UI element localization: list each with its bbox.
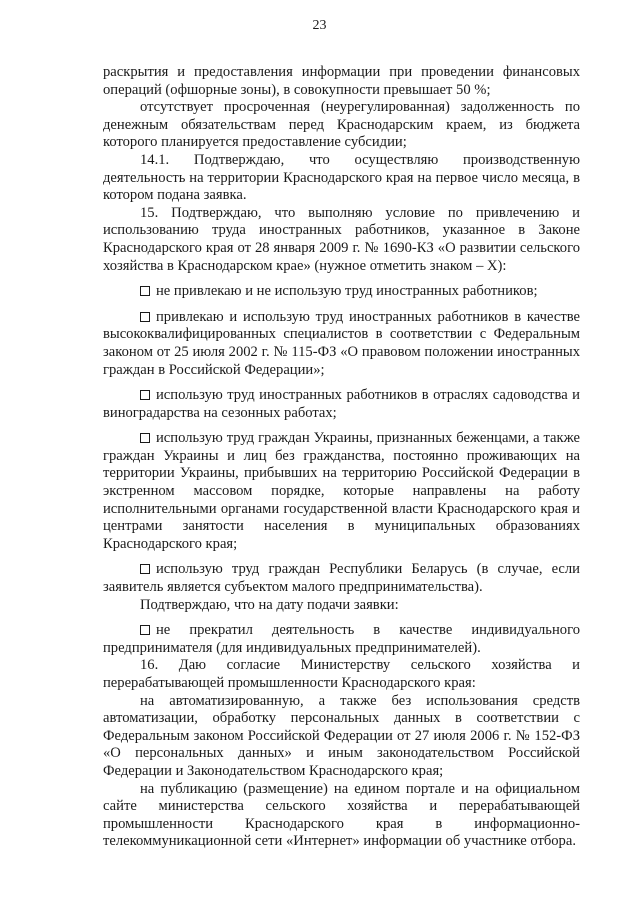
- paragraph-text: не привлекаю и не использую труд иностранных работников;: [156, 283, 538, 300]
- paragraph: [103, 693, 580, 781]
- checkbox-option: [103, 430, 580, 553]
- checkbox-icon[interactable]: [140, 390, 150, 400]
- checkbox-option: [103, 387, 580, 422]
- paragraph-text: 15. Подтверждаю, что выполняю условие по привлечению и использованию труда иностранных работников, указанное в Законе Краснодарского края от 28 января 2009 г. № 1690-КЗ «О развитии сельского хозяйства в Краснодарском крае» (нужное отметить знаком – Х):: [103, 204, 580, 274]
- paragraph-text: не прекратил деятельность в качестве индивидуального предпринимателя (для индивидуальных предпринимателей).: [103, 622, 580, 656]
- paragraph: [103, 152, 580, 205]
- paragraph: [103, 99, 580, 152]
- paragraph: [103, 597, 580, 615]
- paragraph-text: раскрытия и предоставления информации при проведении финансовых операций (офшорные зоны), в совокупности превышает 50 %;: [103, 64, 580, 98]
- checkbox-icon[interactable]: [140, 312, 150, 322]
- checkbox-option: [103, 622, 580, 657]
- page-number: 23: [312, 18, 327, 33]
- paragraph-text: отсутствует просроченная (неурегулированная) задолженность по денежным обязательствам перед Краснодарским краем, из бюджета которого планируется предоставление субсидии;: [103, 99, 580, 151]
- checkbox-option: [103, 309, 580, 379]
- paragraph-text: использую труд иностранных работников в отраслях садоводства и виноградарства на сезонных работах;: [103, 387, 580, 421]
- paragraph-text: использую труд граждан Украины, признанных беженцами, а также граждан Украины и лиц без гражданства, постоянно проживающих на территории Украины, прибывших на территорию Российской Федерации в экстренном массовом порядке, которые направлены на работу исполнительными органами государственной власти Краснодарского края и центрами занятости населения в муниципальных образованиях Краснодарского края;: [103, 430, 580, 552]
- paragraph-text: 14.1. Подтверждаю, что осуществляю производственную деятельность на территории Краснодарского края на первое число месяца, в котором подана заявка.: [103, 151, 580, 204]
- paragraph-text: на автоматизированную, а также без использования средств автоматизации, обработку персональных данных в соответствии с Федеральным законом Российской Федерации от 27 июля 2006 г. № 152-ФЗ «О персональных данных» и иным законодательством Российской Федерации и Законодательством Краснодарского края;: [103, 692, 580, 779]
- checkbox-option: [103, 561, 580, 596]
- checkbox-icon[interactable]: [140, 625, 150, 635]
- checkbox-icon[interactable]: [140, 286, 150, 296]
- checkbox-icon[interactable]: [140, 433, 150, 443]
- checkbox-icon[interactable]: [140, 564, 150, 574]
- paragraph-text: привлекаю и использую труд иностранных работников в качестве высококвалифицированных специалистов в соответствии с Федеральным законом от 25 июля 2002 г. № 115-ФЗ «О правовом положении иностранных граждан в Российской Федерации»;: [103, 308, 580, 378]
- document-body: [103, 64, 580, 851]
- paragraph-text: Подтверждаю, что на дату подачи заявки:: [140, 596, 399, 613]
- paragraph: [103, 781, 580, 851]
- paragraph: [103, 64, 580, 99]
- paragraph: [103, 657, 580, 692]
- paragraph: [103, 205, 580, 275]
- paragraph-text: использую труд граждан Республики Беларусь (в случае, если заявитель является субъектом малого предпринимательства).: [103, 561, 580, 596]
- checkbox-option: [103, 283, 580, 301]
- paragraph-text: 16. Даю согласие Министерству сельского хозяйства и перерабатывающей промышленности Краснодарского края:: [103, 657, 580, 691]
- paragraph-text: на публикацию (размещение) на едином портале и на официальном сайте министерства сельского хозяйства и перерабатывающей промышленности Краснодарского края в информационно-телекоммуникационной сети «Интернет» информации об участнике отбора.: [103, 780, 580, 850]
